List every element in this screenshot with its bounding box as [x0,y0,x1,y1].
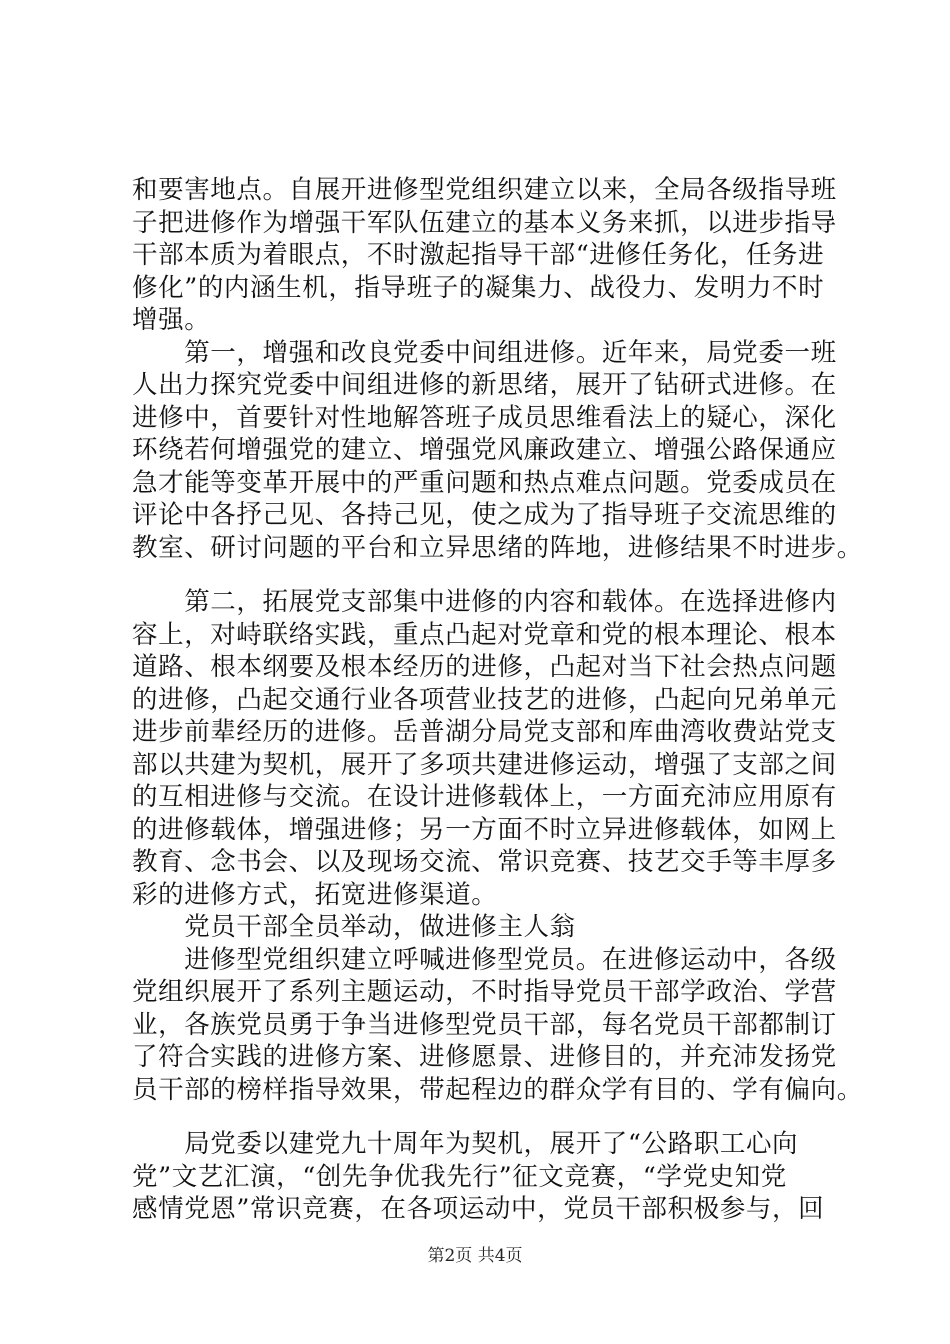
body-text-line: 进步前辈经历的进修。岳普湖分局党支部和库曲湾收费站党支 [132,717,837,747]
body-text-line: 教室、研讨问题的平台和立异思绪的阵地，进修结果不时进步。 [132,532,863,563]
body-text-line: 彩的进修方式，拓宽进修渠道。 [132,879,498,910]
body-text-line: 急才能等变革开展中的严重问题和热点难点问题。党委成员在 [132,467,837,498]
body-text-line: 道路、根本纲要及根本经历的进修，凸起对当下社会热点问题 [132,652,837,682]
body-text-line: 的进修，凸起交通行业各项营业技艺的进修，凸起向兄弟单元 [132,684,837,715]
body-text-line: 干部本质为着眼点，不时激起指导干部“进修任务化，任务进 [132,240,825,270]
body-text-line: 评论中各抒己见、各持己见，使之成为了指导班子交流思维的 [132,500,837,530]
body-text-line: 进修中，首要针对性地解答班子成员思维看法上的疑心，深化 [132,402,837,433]
body-text-line: 和要害地点。自展开进修型党组织建立以来，全局各级指导班 [132,175,837,205]
body-text-line: 感情党恩”常识竞赛，在各项运动中，党员干部积极参与，回 [132,1194,825,1224]
body-text-line: 第二，拓展党支部集中进修的内容和载体。在选择进修内 [132,587,837,617]
body-text-line: 子把进修作为增强干军队伍建立的基本义务来抓，以进步指导 [132,207,837,238]
body-text-line: 增强。 [132,305,211,335]
body-text-line: 业，各族党员勇于争当进修型党员干部，每名党员干部都制订 [132,1009,837,1040]
body-text-line: 第一，增强和改良党委中间组进修。近年来，局党委一班 [132,337,837,368]
body-text-line: 的互相进修与交流。在设计进修载体上，一方面充沛应用原有 [132,782,837,812]
body-text-line: 部以共建为契机，展开了多项共建进修运动，增强了支部之间 [132,749,837,780]
body-text-line: 党组织展开了系列主题运动，不时指导党员干部学政治、学营 [132,977,837,1007]
section-heading: 党员干部全员举动，做进修主人翁 [132,912,576,942]
body-text-line: 人出力探究党委中间组进修的新思绪，展开了钻研式进修。在 [132,370,837,400]
body-text-line: 环绕若何增强党的建立、增强党风廉政建立、增强公路保通应 [132,435,837,465]
body-text-line: 党”文艺汇演，“创先争优我先行”征文竞赛，“学党史知党 [132,1161,787,1192]
body-text-line: 教育、念书会、以及现场交流、常识竞赛、技艺交手等丰厚多 [132,847,837,877]
body-text-line: 局党委以建党九十周年为契机，展开了“公路职工心向 [132,1129,799,1159]
body-text-line: 进修型党组织建立呼喊进修型党员。在进修运动中，各级 [132,944,837,975]
body-text-line: 修化”的内涵生机，指导班子的凝集力、战役力、发明力不时 [132,272,825,303]
body-text-line: 的进修载体，增强进修；另一方面不时立异进修载体，如网上 [132,814,837,845]
body-text-line: 容上，对峙联络实践，重点凸起对党章和党的根本理论、根本 [132,619,837,650]
body-text-line: 了符合实践的进修方案、进修愿景、进修目的，并充沛发扬党 [132,1042,837,1072]
page-number-footer: 第2页 共4页 [427,1246,523,1266]
body-text-line: 员干部的榜样指导效果，带起程边的群众学有目的、学有偏向。 [132,1074,863,1105]
